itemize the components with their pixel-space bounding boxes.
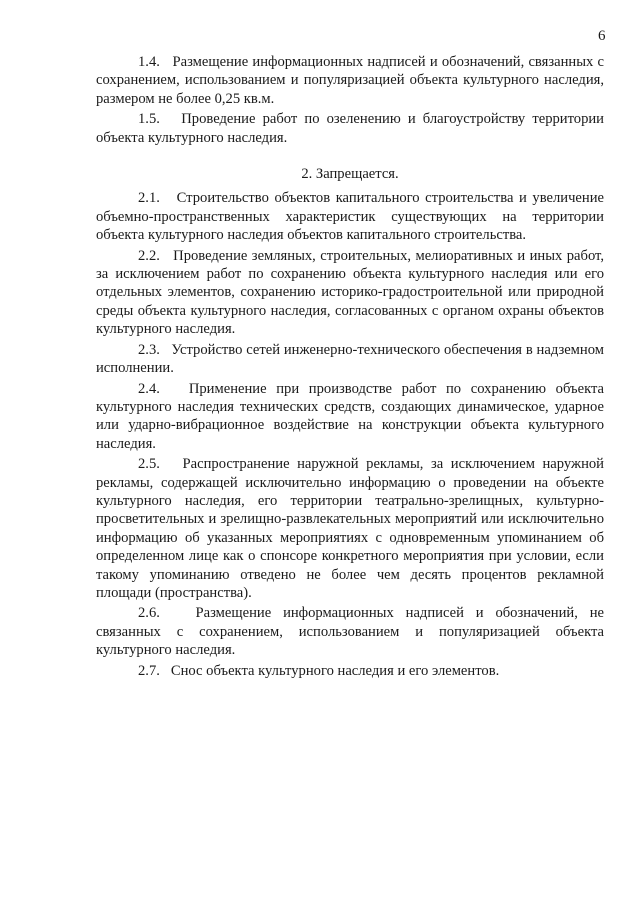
clause-number: 2.2.	[138, 247, 160, 264]
clause-text: Размещение информационных надписей и обозначений, не связанных с сохранением, использованием и популяризацией объекта культурного наследия.	[96, 605, 605, 659]
clause-2-6	[96, 604, 604, 659]
clause-1-5	[96, 110, 604, 147]
clause-text: Размещение информационных надписей и обозначений, связанных с сохранением, использованием и популяризацией объекта культурного наследия, размером не более 0,25 кв.м.	[96, 54, 604, 107]
document-body	[96, 53, 604, 682]
clause-number: 2.5.	[138, 456, 160, 473]
clause-2-4	[96, 380, 604, 454]
section-2-title: 2. Запрещается.	[301, 166, 399, 183]
clause-2-3	[96, 341, 604, 378]
clause-number: 2.6.	[138, 605, 160, 622]
clause-2-7	[96, 662, 604, 680]
clause-text: Снос объекта культурного наследия и его элементов.	[170, 662, 500, 679]
clause-number: 1.4.	[138, 54, 160, 70]
clause-1-4	[96, 53, 604, 108]
clause-text: Проведение работ по озеленению и благоустройству территории объекта культурного наследия.	[96, 111, 604, 146]
clause-number: 2.1.	[138, 190, 160, 207]
clause-text: Проведение земляных, строительных, мелиоративных и иных работ, за исключением работ по сохранению объекта культурного наследия или его отдельных элементов, сохранению историко-градостроительной или природной среды объекта культурного наследия, согласованных с органом охраны объектов культурного наследия.	[96, 247, 604, 338]
clause-text: Применение при производстве работ по сохранению объекта культурного наследия технических средств, создающих динамическое, ударное или ударно-вибрационное воздействие на конструкции объекта культурного наследия.	[96, 380, 604, 452]
clause-number: 2.4.	[138, 380, 160, 397]
page-number: 6	[598, 28, 606, 44]
clause-number: 2.3.	[138, 341, 160, 358]
clause-number: 1.5.	[138, 111, 160, 128]
clause-text: Устройство сетей инженерно-технического обеспечения в надземном исполнении.	[96, 341, 604, 377]
clause-number: 2.7.	[138, 662, 160, 679]
clause-2-5	[96, 455, 604, 602]
clause-2-1	[96, 189, 604, 244]
clause-text: Распространение наружной рекламы, за исключением наружной рекламы, содержащей исключительно информацию о проведении на объекте культурного наследия, его территории театрально-зрелищных, культурно-просветительных и зрелищно-развлекательных мероприятий или исключительно информацию об указанных мероприятиях с одновременным упоминанием об определенном лице как о спонсоре конкретного мероприятия при условии, если такому упоминанию отведено не более чем десять процентов рекламной площади (пространства).	[96, 456, 604, 601]
clause-text: Строительство объектов капитального строительства и увеличение объемно-пространственных характеристик существующих на территории объекта культурного наследия объектов капитального строительства.	[96, 190, 604, 244]
clause-2-2	[96, 247, 604, 339]
